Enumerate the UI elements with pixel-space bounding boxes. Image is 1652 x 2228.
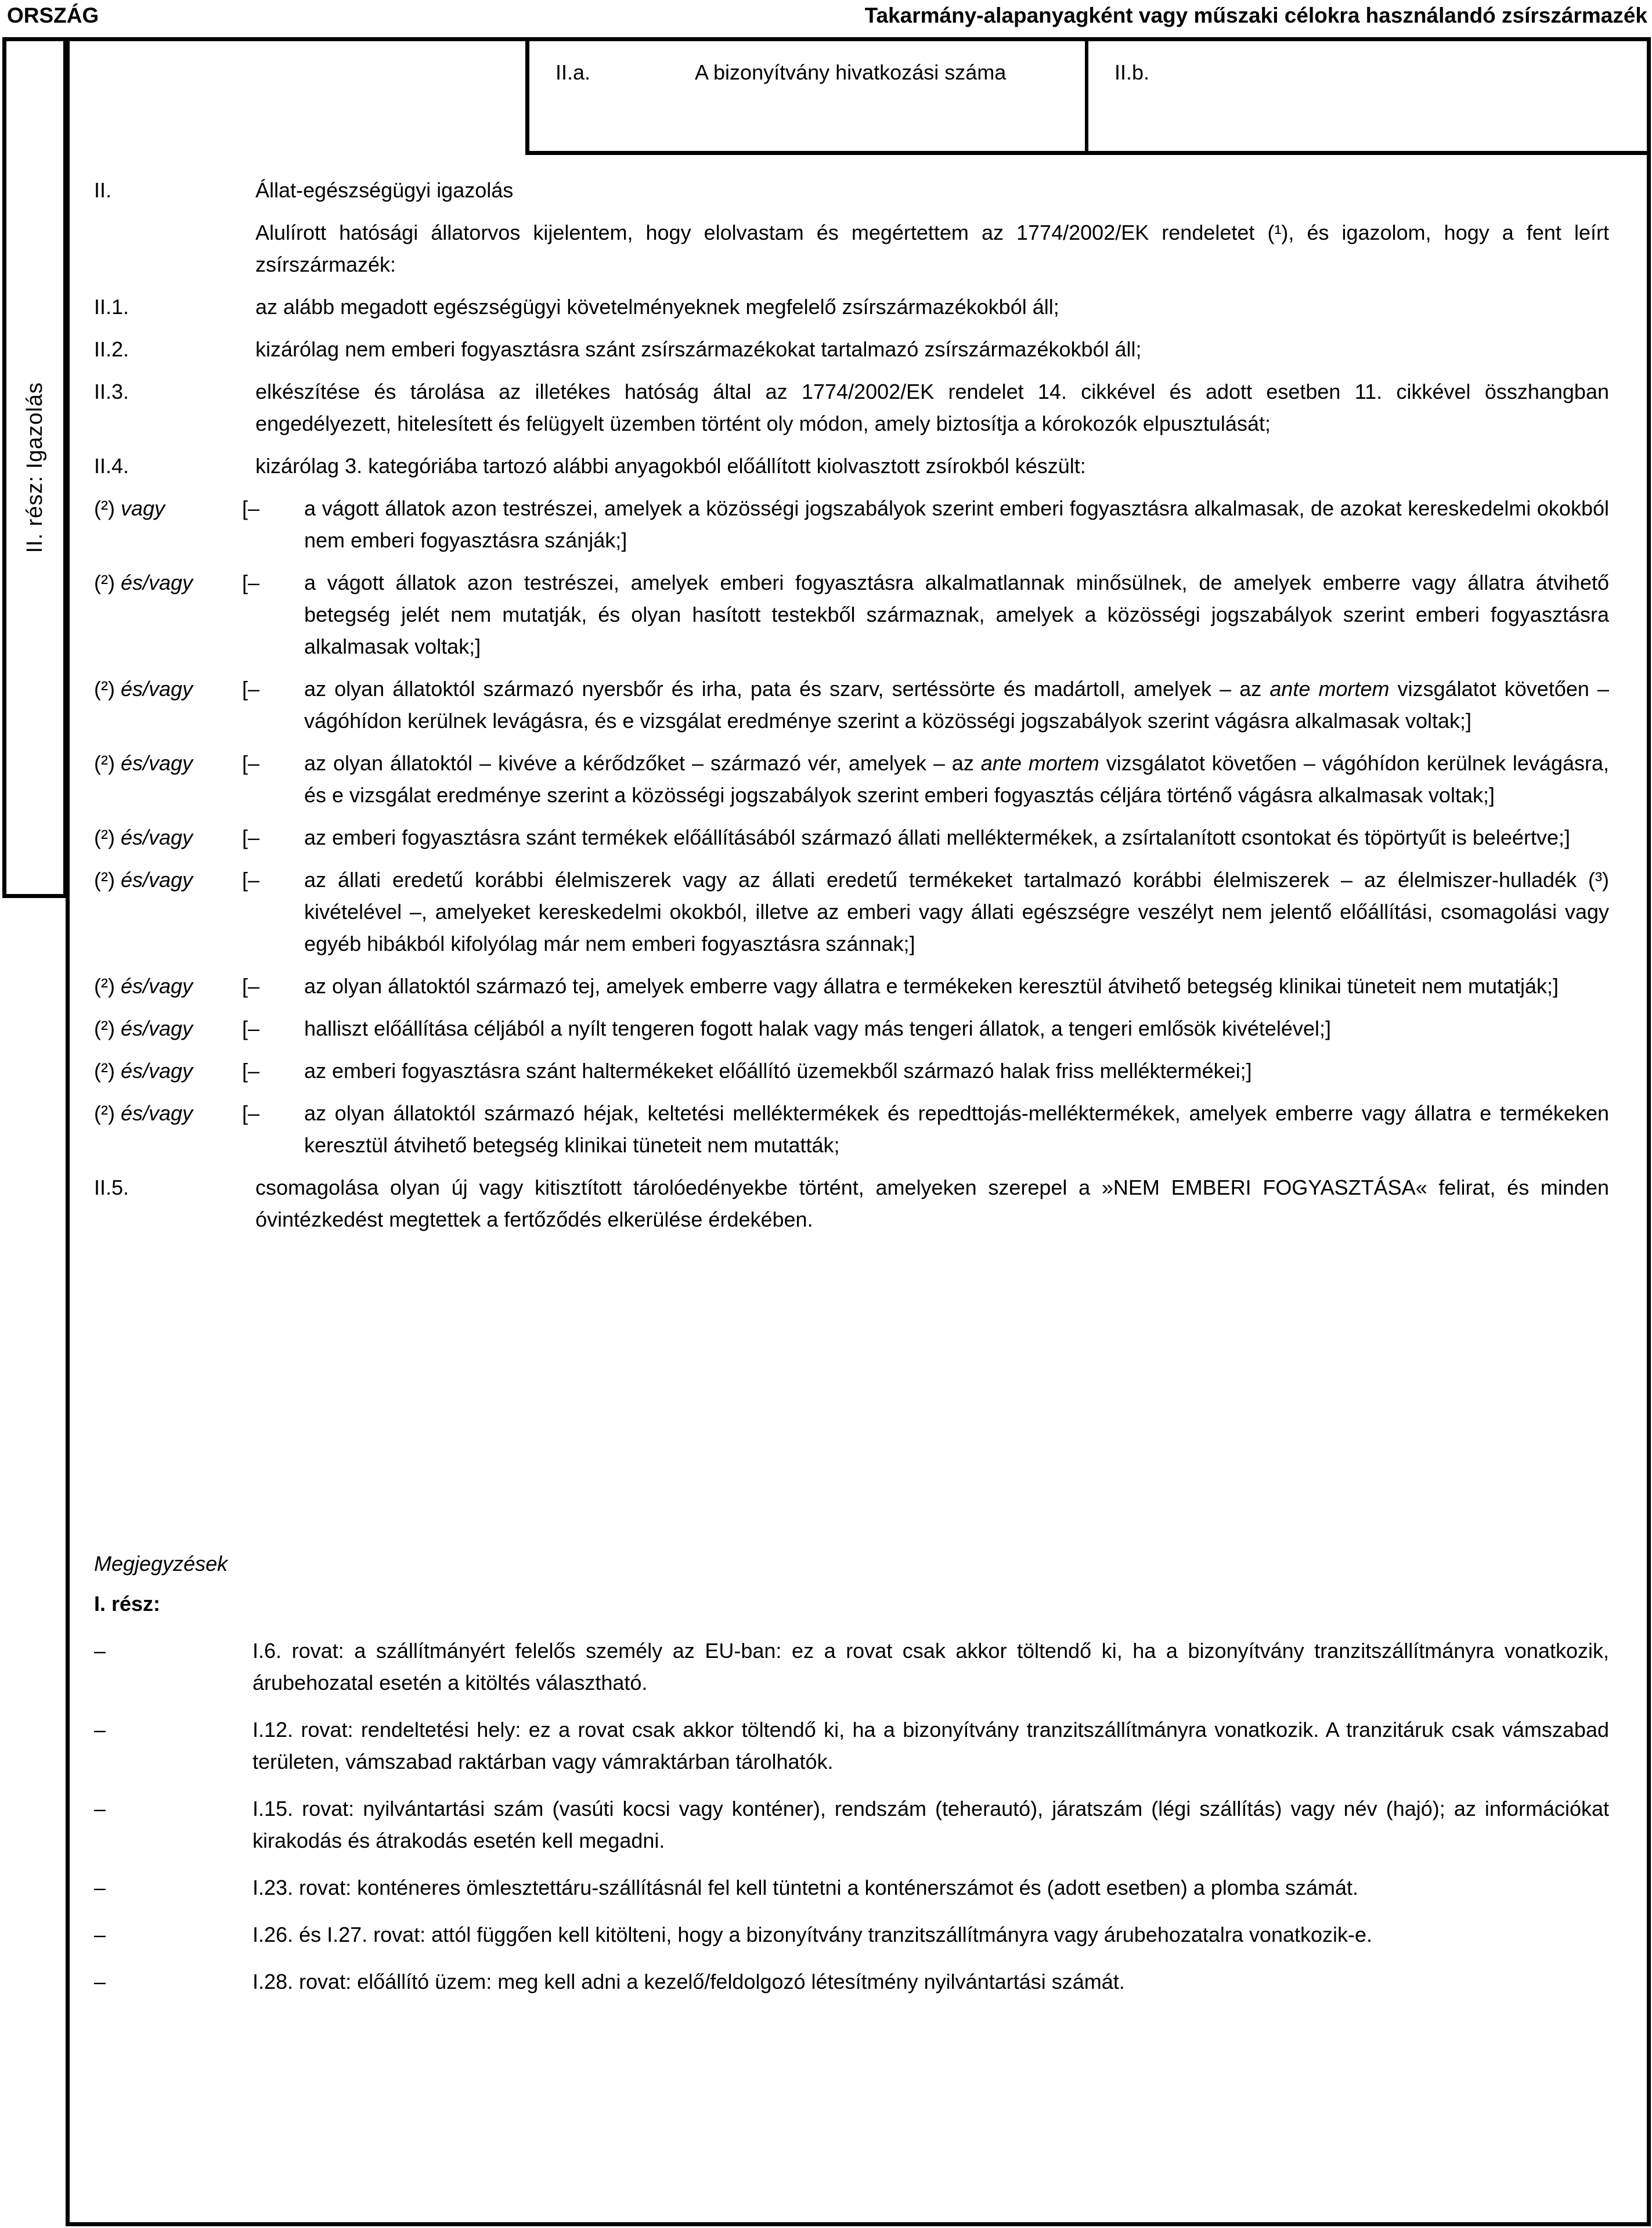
certificate-option-row: [94, 492, 1609, 556]
option-marker-cell: [94, 1055, 242, 1087]
item-text: Alulírott hatósági állatorvos kijelentem, hogy elolvastam és megértettem az 1774/2002/EK rendeletet (¹), és igazolom, hogy a fent leírt zsírszármazék:: [255, 221, 1609, 276]
note-row: [94, 1919, 1609, 1951]
certificate-option-row: [94, 567, 1609, 662]
option-conjunction: és/vagy: [120, 974, 193, 998]
certificate-items-bottom: [94, 1171, 1609, 1235]
option-marker-cell: [94, 567, 242, 662]
option-marker: (²): [94, 1016, 115, 1040]
option-bracket: [–: [242, 1059, 260, 1083]
option-bracket: [–: [242, 751, 260, 775]
certificate-item-row: [94, 174, 1609, 206]
item-text: az alább megadott egészségügyi követelményeknek megfelelő zsírszármazékokból áll;: [255, 295, 1059, 319]
certificate-option-row: [94, 864, 1609, 960]
certificate-content: [94, 174, 1609, 2013]
option-conjunction: és/vagy: [120, 1059, 193, 1083]
certificate-item-row: [94, 376, 1609, 439]
option-marker: (²): [94, 571, 115, 594]
option-conjunction: és/vagy: [120, 1101, 193, 1125]
option-text: az olyan állatoktól származó nyersbőr és irha, pata és szarv, sertéssörte és madártoll, amelyek – az ante mortem vizsgálatot követően – vágóhídon kerülnek levágásra, és e vizsgálat eredménye szerint a közösségi jogszabályok szerint vágásra alkalmasak voltak;]: [304, 677, 1610, 733]
certificate-item-row: [94, 450, 1609, 482]
option-marker-cell: [94, 1097, 242, 1161]
option-text: az állati eredetű korábbi élelmiszerek vagy az állati eredetű termékeket tartalmazó korábbi élelmiszerek – az élelmiszer-hulladék (³) kivételével –, amelyeket kereskedelmi okokból, illetve az emberi vagy állati egészségre veszélyt nem jelentő előállítási, csomagolási vagy egyéb hibákból kifolyólag már nem emberi fogyasztásra szánnak;]: [304, 868, 1609, 956]
item-label: II.2.: [94, 337, 129, 361]
option-text: a vágott állatok azon testrészei, amelyek emberi fogyasztásra alkalmatlannak minősülnek, de amelyek emberre vagy állatra átvihető betegség jelét nem mutatják, és olyan hasított testekből származnak, amelyek a közösségi jogszabályok szerint emberi fogyasztásra alkalmasak voltak;]: [304, 571, 1609, 658]
item-text: kizárólag nem emberi fogyasztásra szánt zsírszármazékokat tartalmazó zsírszármazékokból áll;: [255, 337, 1142, 361]
option-marker: (²): [94, 868, 115, 892]
option-conjunction: és/vagy: [120, 751, 193, 775]
option-marker: (²): [94, 496, 115, 520]
item-text: Állat-egészségügyi igazolás: [255, 178, 514, 202]
certificate-option-row: [94, 1012, 1609, 1044]
item-label: II.4.: [94, 454, 129, 478]
option-marker-cell: [94, 970, 242, 1002]
option-text: az emberi fogyasztásra szánt termékek előállításából származó állati melléktermékek, a zsírtalanított csontokat és töpörtyűt is beleértve;]: [304, 825, 1570, 849]
note-text: I.15. rovat: nyilvántartási szám (vasúti kocsi vagy konténer), rendszám (teherautó), járatszám (légi szállítás) vagy név (hajó); az információkat kirakodás és átrakodás esetén kell megadni.: [253, 1797, 1609, 1852]
notes-list: [94, 1635, 1609, 1998]
certificate-item-row: [94, 291, 1609, 323]
certificate-option-row: [94, 1055, 1609, 1087]
certificate-item-row: [94, 1171, 1609, 1235]
item-label: II.1.: [94, 295, 129, 319]
note-dash: –: [94, 1923, 106, 1946]
note-dash: –: [94, 1797, 106, 1820]
option-marker: (²): [94, 751, 115, 775]
option-conjunction: vagy: [120, 496, 165, 520]
option-marker-cell: [94, 821, 242, 853]
option-bracket: [–: [242, 974, 260, 998]
document-title: Takarmány-alapanyagként vagy műszaki célokra használandó zsírszármazék: [864, 3, 1647, 27]
option-conjunction: és/vagy: [120, 868, 193, 892]
section-spacer: [94, 1246, 1609, 1548]
certificate-option-row: [94, 747, 1609, 811]
note-text: I.12. rovat: rendeltetési hely: ez a rovat csak akkor töltendő ki, ha a bizonyítvány tranzitszállítmányra vonatkozik. A tranzitáruk csak vámszabad területen, vámszabad raktárban vagy vámraktárban tárolhatók.: [253, 1718, 1609, 1773]
note-dash: –: [94, 1970, 106, 1993]
note-text: I.26. és I.27. rovat: attól függően kell kitölteni, hogy a bizonyítvány tranzitszállítmányra vagy árubehozatalra vonatkozik-e.: [253, 1923, 1373, 1946]
option-bracket: [–: [242, 496, 260, 520]
ref-label-iia: A bizonyítvány hivatkozási száma: [695, 60, 1007, 84]
option-marker-cell: [94, 1012, 242, 1044]
certificate-option-row: [94, 1097, 1609, 1161]
side-tab-label: II. rész: Igazolás: [22, 382, 47, 553]
option-text: az olyan állatoktól származó héjak, keltetési melléktermékek és repedttojás-melléktermékek, amelyek emberre vagy állatra e termékeken keresztül átvihető betegség klinikai tüneteit nem mutatták;: [304, 1101, 1609, 1157]
option-marker: (²): [94, 677, 115, 701]
note-row: [94, 1793, 1609, 1856]
note-row: [94, 1872, 1609, 1903]
item-text: csomagolása olyan új vagy kitisztított tárolóedényekbe történt, amelyeken szerepel a »NEM EMBERI FOGYASZTÁSA« felirat, és minden óvintézkedést megtettek a fertőződés elkerülése érdekében.: [255, 1176, 1609, 1231]
option-text: az emberi fogyasztásra szánt haltermékeket előállító üzemekből származó halak friss melléktermékei;]: [304, 1059, 1252, 1083]
note-dash: –: [94, 1876, 106, 1899]
notes-part-label: I. rész:: [94, 1592, 161, 1616]
note-row: [94, 1635, 1609, 1699]
option-conjunction: és/vagy: [120, 1016, 193, 1040]
reference-box: [525, 37, 1651, 155]
ref-cell-iib: [1088, 41, 1647, 151]
option-bracket: [–: [242, 1101, 260, 1125]
note-text: I.28. rovat: előállító üzem: meg kell adni a kezelő/feldolgozó létesítmény nyilvántartási számát.: [253, 1970, 1125, 1993]
option-text: az olyan állatoktól származó tej, amelyek emberre vagy állatra e termékeken keresztül átvihető betegség klinikai tüneteit nem mutatják;]: [304, 974, 1559, 998]
page-header: [7, 2, 1647, 29]
option-marker-cell: [94, 747, 242, 811]
certificate-item-row: [94, 333, 1609, 365]
note-row: [94, 1714, 1609, 1778]
option-conjunction: és/vagy: [120, 571, 193, 594]
certificate-option-row: [94, 970, 1609, 1002]
item-label: II.3.: [94, 380, 129, 403]
certificate-options-list: [94, 492, 1609, 1161]
option-text: halliszt előállítása céljából a nyílt tengeren fogott halak vagy más tengeri állatok, a tengeri emlősök kivételével;]: [304, 1016, 1331, 1040]
option-bracket: [–: [242, 868, 260, 892]
item-label: [94, 217, 255, 280]
option-conjunction: és/vagy: [120, 677, 193, 701]
note-dash: –: [94, 1639, 106, 1663]
certificate-option-row: [94, 821, 1609, 853]
note-dash: –: [94, 1718, 106, 1742]
certificate-option-row: [94, 673, 1609, 737]
option-marker: (²): [94, 974, 115, 998]
option-bracket: [–: [242, 677, 260, 701]
option-bracket: [–: [242, 825, 260, 849]
option-text: a vágott állatok azon testrészei, amelyek a közösségi jogszabályok szerint emberi fogyasztásra alkalmasak, de azokat kereskedelmi okokból nem emberi fogyasztásra szánják;]: [304, 496, 1609, 552]
note-text: I.6. rovat: a szállítmányért felelős személy az EU-ban: ez a rovat csak akkor töltendő ki, ha a bizonyítvány tranzitszállítmányra vonatkozik, árubehozatal esetén a kitöltés választható.: [253, 1639, 1609, 1695]
certificate-item-row: [94, 217, 1609, 280]
notes-heading: Megjegyzések: [94, 1552, 228, 1576]
option-marker-cell: [94, 673, 242, 737]
option-marker-cell: [94, 492, 242, 556]
ref-no-iib: II.b.: [1114, 60, 1150, 84]
item-text: elkészítése és tárolása az illetékes hatóság által az 1774/2002/EK rendelet 14. cikkével és adott esetben 11. cikkével összhangban engedélyezett, hitelesített és felügyelt üzemben történt oly módon, amely biztosítja a kórokozók elpusztulását;: [255, 380, 1609, 435]
certificate-items-top: [94, 174, 1609, 482]
option-text: az olyan állatoktól – kivéve a kérődzőket – származó vér, amelyek – az ante mortem vizsgálatot követően – vágóhídon kerülnek levágásra, és e vizsgálat eredménye szerint a közösségi jogszabályok szerint emberi fogyasztás céljára történő vágásra alkalmasak voltak;]: [304, 751, 1610, 807]
note-text: I.23. rovat: konténeres ömlesztettáru-szállításnál fel kell tüntetni a konténerszámot és (adott esetben) a plomba számát.: [253, 1876, 1358, 1899]
option-marker: (²): [94, 1059, 115, 1083]
option-conjunction: és/vagy: [120, 825, 193, 849]
item-label: II.: [94, 178, 112, 202]
option-marker: (²): [94, 825, 115, 849]
item-text: kizárólag 3. kategóriába tartozó alábbi anyagokból előállított kiolvasztott zsírokból készült:: [255, 454, 1086, 478]
country-label: ORSZÁG: [7, 3, 99, 27]
item-label: II.5.: [94, 1176, 129, 1199]
ref-no-iia: II.a.: [556, 60, 591, 84]
option-marker-cell: [94, 864, 242, 960]
option-bracket: [–: [242, 1016, 260, 1040]
ref-cell-iia: [529, 41, 1088, 151]
option-marker: (²): [94, 1101, 115, 1125]
part-ii-side-tab: [2, 37, 67, 898]
note-row: [94, 1966, 1609, 1998]
option-bracket: [–: [242, 571, 260, 594]
